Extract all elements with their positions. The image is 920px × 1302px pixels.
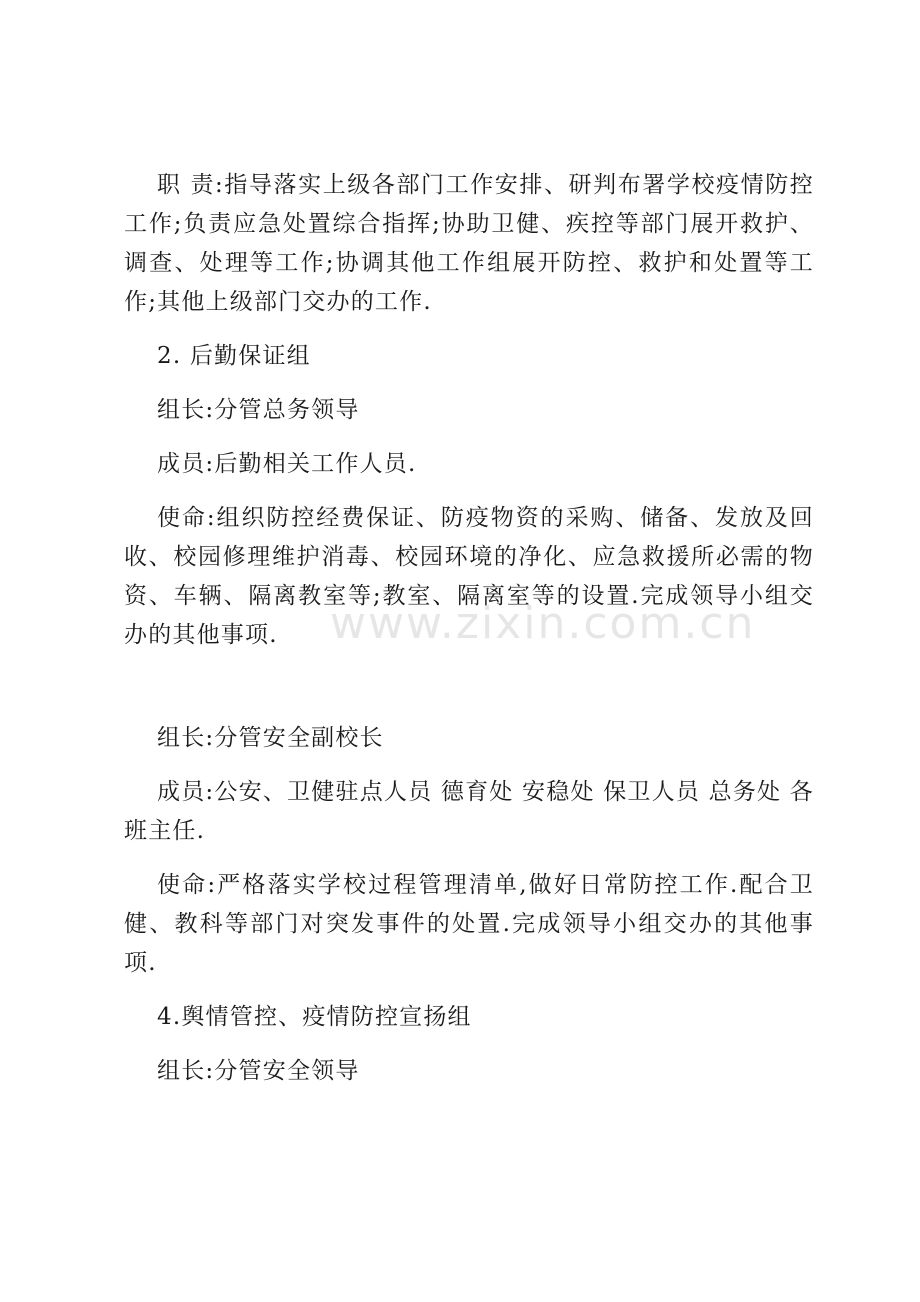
- document-body: [124, 166, 814, 1091]
- duty-paragraph: 职 责:指导落实上级各部门工作安排、研判布署学校疫情防控工作;负责应急处置综合指挥;协助卫健、疾控等部门展开救护、调查、处理等工作;协调其他工作组展开防控、救护和处置等工作;其他上级部门交办的工作.: [124, 172, 814, 315]
- logistics-mission: 使命:组织防控经费保证、防疫物资的采购、储备、发放及回收、校园修理维护消毒、校园环境的净化、应急救援所必需的物资、车辆、隔离教室等;教室、隔离室等的设置.完成领导小组交办的其他事项.: [124, 505, 814, 648]
- watermark: www.zixin.com.cn: [330, 598, 756, 649]
- safety-leader: 组长:分管安全副校长: [157, 725, 384, 751]
- safety-mission: 使命:严格落实学校过程管理清单,做好日常防控工作.配合卫健、教科等部门对突发事件的处置.完成领导小组交办的其他事项.: [124, 872, 814, 976]
- section-heading-publicity: 4.舆情管控、疫情防控宣扬组: [157, 1004, 472, 1030]
- publicity-leader: 组长:分管安全领导: [157, 1058, 360, 1084]
- safety-members: 成员:公安、卫健驻点人员 德育处 安稳处 保卫人员 总务处 各班主任.: [124, 779, 814, 844]
- section-heading-logistics: 2. 后勤保证组: [157, 343, 311, 369]
- logistics-leader: 组长:分管总务领导: [157, 397, 360, 423]
- logistics-members: 成员:后勤相关工作人员.: [157, 451, 417, 477]
